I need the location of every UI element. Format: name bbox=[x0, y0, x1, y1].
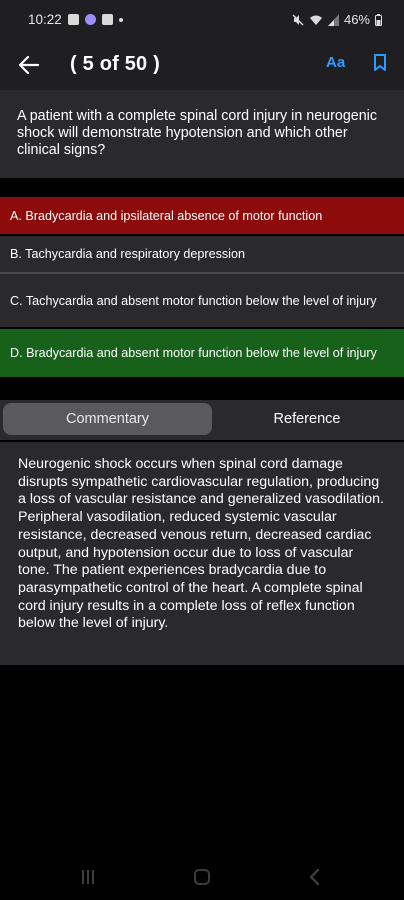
battery-level: 46% bbox=[343, 12, 370, 27]
back-button[interactable] bbox=[16, 52, 42, 78]
option-b[interactable] bbox=[0, 236, 404, 274]
option-a[interactable] bbox=[0, 197, 404, 236]
tab-commentary[interactable]: Commentary bbox=[3, 403, 212, 435]
mute-icon bbox=[292, 14, 304, 26]
messenger-icon bbox=[85, 14, 96, 25]
question-counter: ( 5 of 50 ) bbox=[70, 53, 160, 75]
app-bar bbox=[0, 40, 404, 90]
system-nav-bar bbox=[0, 856, 404, 900]
option-a-label: A. Bradycardia and ipsilateral absence of motor function bbox=[10, 208, 323, 223]
gallery-icon bbox=[68, 14, 79, 25]
tab-bar bbox=[0, 400, 404, 440]
option-c[interactable] bbox=[0, 274, 404, 329]
nav-back-icon[interactable] bbox=[308, 868, 320, 886]
bookmark-button[interactable] bbox=[373, 54, 389, 74]
wifi-icon bbox=[309, 14, 323, 26]
battery-icon bbox=[375, 14, 382, 26]
status-time: 10:22 bbox=[28, 12, 62, 27]
option-d[interactable] bbox=[0, 329, 404, 379]
status-left bbox=[28, 12, 123, 27]
question-panel bbox=[0, 90, 404, 178]
tab-reference[interactable]: Reference bbox=[273, 411, 341, 427]
home-icon[interactable] bbox=[194, 869, 210, 885]
commentary-text: Neurogenic shock occurs when spinal cord damage disrupts sympathetic cardiovascular regulation, producing a loss of vascular resistance and generalized vasodilation. Peripheral vasodilation, reduced systemic vascular resistance, decreased venous return, decreased cardiac output, and hypotension occur due to loss of vascular tone. The patient experiences bradycardia due to parasympathetic control of the heart. A complete spinal cord injury results in a complete loss of reflex function below the level of injury. bbox=[18, 456, 384, 632]
option-d-label: D. Bradycardia and absent motor function below the level of injury bbox=[10, 346, 377, 360]
back-arrow-icon bbox=[19, 56, 39, 74]
recents-icon[interactable] bbox=[82, 870, 94, 884]
signal-icon bbox=[328, 14, 339, 26]
option-b-label: B. Tachycardia and respiratory depression bbox=[10, 247, 245, 261]
bookmark-icon bbox=[373, 54, 387, 72]
dot-icon bbox=[119, 18, 123, 22]
question-text: A patient with a complete spinal cord injury in neurogenic shock will demonstrate hypotension and which other clinical signs? bbox=[17, 108, 378, 158]
option-c-label: C. Tachycardia and absent motor function below the level of injury bbox=[10, 293, 377, 308]
font-size-button[interactable]: Aa bbox=[326, 54, 346, 71]
answer-options bbox=[0, 197, 404, 379]
commentary-panel bbox=[0, 442, 404, 665]
status-bar bbox=[0, 0, 404, 40]
status-right bbox=[292, 12, 382, 27]
shop-icon bbox=[102, 14, 113, 25]
